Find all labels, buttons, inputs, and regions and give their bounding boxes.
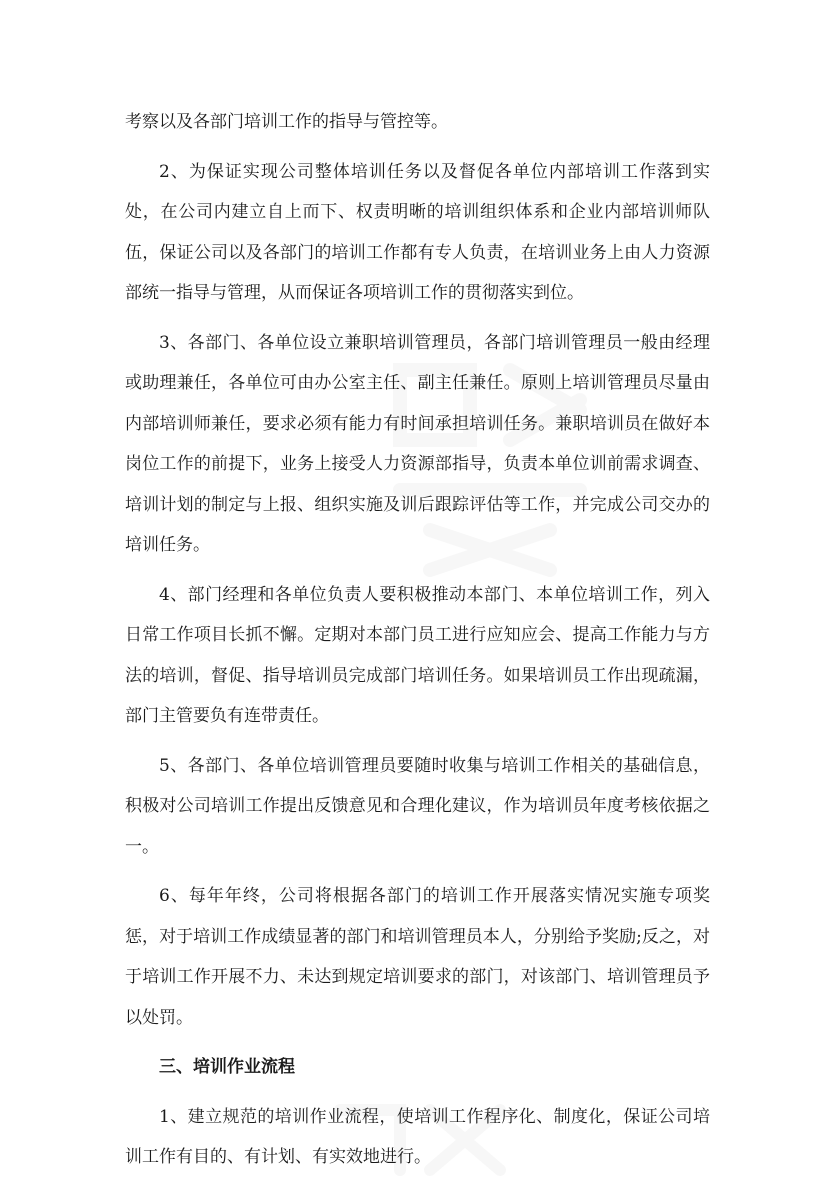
document-body [125, 102, 710, 1187]
paragraph-item-2: 2、为保证实现公司整体培训任务以及督促各单位内部培训工作落到实处，在公司内建立自上而下、权责明晰的培训组织体系和企业内部培训师队伍，保证公司以及各部门的培训工作都有专人负责，在培训业务上由人力资源部统一指导与管理，从而保证各项培训工作的贯彻落实到位。 [125, 161, 710, 303]
paragraph-item-5: 5、各部门、各单位培训管理员要随时收集与培训工作相关的基础信息，积极对公司培训工作提出反馈意见和合理化建议，作为培训员年度考核依据之一。 [125, 755, 710, 857]
paragraph-continuation: 考察以及各部门培训工作的指导与管控等。 [125, 112, 448, 132]
paragraph-item-3: 3、各部门、各单位设立兼职培训管理员，各部门培训管理员一般由经理或助理兼任，各单位可由办公室主任、副主任兼任。原则上培训管理员尽量由内部培训师兼任，要求必须有能力有时间承担培训任务。兼职培训员在做好本岗位工作的前提下，业务上接受人力资源部指导，负责本单位训前需求调查、培训计划的制定与上报、组织实施及训后跟踪评估等工作，并完成公司交办的培训任务。 [125, 332, 710, 555]
paragraph-item-1: 1、建立规范的培训作业流程，使培训工作程序化、制度化，保证公司培训工作有目的、有计划、有实效地进行。 [125, 1106, 710, 1167]
section-heading: 三、培训作业流程 [159, 1057, 295, 1077]
paragraph-item-4: 4、部门经理和各单位负责人要积极推动本部门、本单位培训工作，列入日常工作项目长抓不懈。定期对本部门员工进行应知应会、提高工作能力与方法的培训，督促、指导培训员完成部门培训任务。如果培训员工作出现疏漏，部门主管要负有连带责任。 [125, 584, 710, 726]
paragraph-item-6: 6、每年年终，公司将根据各部门的培训工作开展落实情况实施专项奖惩，对于培训工作成绩显著的部门和培训管理员本人，分别给予奖励;反之，对于培训工作开展不力、未达到规定培训要求的部门，对该部门、培训管理员予以处罚。 [125, 886, 710, 1028]
